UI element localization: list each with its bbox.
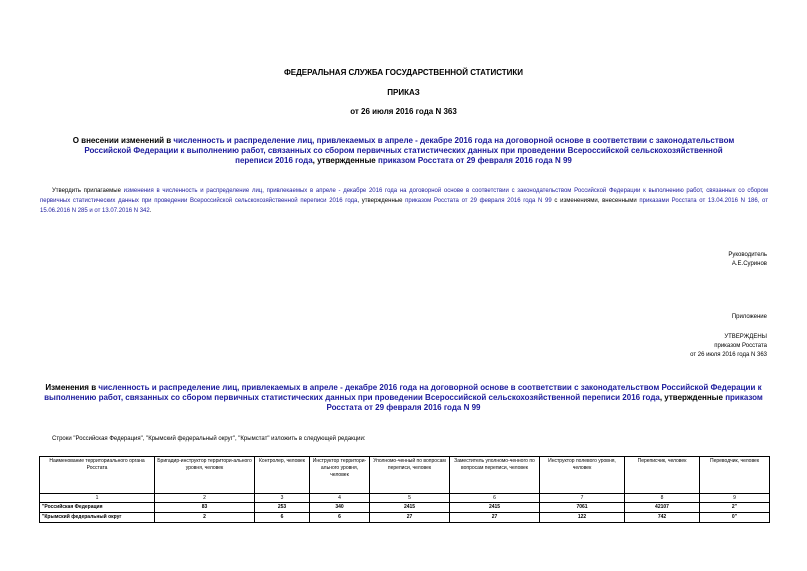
- table-cell: 2415: [370, 503, 450, 513]
- table-cell: 122: [540, 513, 625, 523]
- table-row: [40, 513, 770, 523]
- column-number: 9: [700, 494, 770, 503]
- p1-a: Утвердить прилагаемые: [52, 188, 124, 194]
- signature-name: А.Е.Суринов: [731, 261, 767, 267]
- column-number: 1: [40, 494, 155, 503]
- table-header-cell: Переписчик, человек: [625, 457, 700, 494]
- table-cell: "Крымский федеральный округ: [40, 513, 155, 523]
- table-cell: 2: [155, 513, 255, 523]
- table-header-cell: Заместитель уполномо-ченного по вопросам переписи, человек: [450, 457, 540, 494]
- table-cell: 2415: [450, 503, 540, 513]
- table-cell: 340: [310, 503, 370, 513]
- table-cell: 0": [700, 513, 770, 523]
- approval-block: [690, 333, 767, 360]
- table-cell: "Российская Федерация: [40, 503, 155, 513]
- table-header-cell: Наименование территориального органа Росстата: [40, 457, 155, 494]
- appendix-label: Приложение: [731, 314, 767, 320]
- table-header-cell: Переводчик, человек: [700, 457, 770, 494]
- order-title: [70, 136, 737, 166]
- order-date-number: от 26 июля 2016 года N 363: [350, 107, 457, 116]
- table-cell: 742: [625, 513, 700, 523]
- table-header-cell: Инструктор полевого уровня, человек: [540, 457, 625, 494]
- order-title-prefix: О внесении изменений в: [72, 136, 174, 145]
- order-title-link2[interactable]: приказом Росстата от 29 февраля 2016 года N 99: [377, 156, 572, 165]
- table-cell: 2": [700, 503, 770, 513]
- appendix-title-prefix: Изменения в: [45, 383, 99, 392]
- column-number: 4: [310, 494, 370, 503]
- doc-type: ПРИКАЗ: [387, 88, 420, 97]
- order-title-middle: , утвержденные: [312, 156, 378, 165]
- p1-link3[interactable]: приказами Росстата от 13.04.2016 N 186, от 15.06.2016 N 285 и от 13.07.2016 N 342: [40, 198, 769, 214]
- table-cell: 27: [450, 513, 540, 523]
- p1-b: , утвержденные: [357, 198, 406, 204]
- column-number: 6: [450, 494, 540, 503]
- table-header-cell: Контролер, человек: [255, 457, 310, 494]
- p1-link[interactable]: изменения в численность и распределение лиц, привлекаемых в апреле - декабре 2016 года на договорной основе в соответствии с законодательством Российской Федерации к выполнению работ, связанных со сбором первичных статистических данных при проведении Всероссийской сельскохозяйственной переписи 2016 года: [40, 188, 768, 204]
- column-number-row: [40, 494, 770, 503]
- table-row: [40, 503, 770, 513]
- approved-date: от 26 июля 2016 года N 363: [690, 352, 767, 358]
- table-cell: 6: [255, 513, 310, 523]
- column-number: 3: [255, 494, 310, 503]
- p1-link2[interactable]: приказом Росстата от 29 февраля 2016 года N 99: [405, 198, 552, 204]
- table-cell: 253: [255, 503, 310, 513]
- p1-d: .: [149, 208, 152, 214]
- column-number: 2: [155, 494, 255, 503]
- appendix-title: [40, 383, 767, 413]
- approved-by: приказом Росстата: [714, 343, 767, 349]
- table-header-cell: Уполномо-ченный по вопросам переписи, человек: [370, 457, 450, 494]
- table-cell: 6: [310, 513, 370, 523]
- p1-c: с изменениями, внесенными: [551, 198, 640, 204]
- column-number: 5: [370, 494, 450, 503]
- approved-label: УТВЕРЖДЕНЫ: [724, 334, 767, 340]
- table-header-row: [40, 457, 770, 494]
- appendix-title-middle: , утвержденные: [659, 393, 726, 402]
- signature-block: [728, 251, 767, 269]
- appendix-title-link2[interactable]: приказом Росстата от 29 февраля 2016 года N 99: [326, 393, 763, 412]
- table-header-cell: Инструктор территори-ального уровня, человек: [310, 457, 370, 494]
- signature-role: Руководитель: [728, 252, 767, 258]
- table-cell: 42107: [625, 503, 700, 513]
- table-cell: 7061: [540, 503, 625, 513]
- table-cell: 27: [370, 513, 450, 523]
- table-header-cell: Бригадир-инструктор территори-ального уровня, человек: [155, 457, 255, 494]
- table-cell: 83: [155, 503, 255, 513]
- changes-table: [39, 456, 770, 523]
- column-number: 7: [540, 494, 625, 503]
- appendix-title-link[interactable]: численность и распределение лиц, привлекаемых в апреле - декабре 2016 года на договорной основе в соответствии с законодательством Российской Федерации к выполнению работ, связанных со сбором первичных статистических данных при проведении Всероссийской сельскохозяйственной переписи 2016 года: [44, 383, 762, 402]
- column-number: 8: [625, 494, 700, 503]
- order-title-link[interactable]: численность и распределение лиц, привлекаемых в апреле - декабре 2016 года на договорной основе в соответствии с законодательством Российской Федерации к выполнению работ, связанных со сбором первичных статистических данных при проведении Всероссийской сельскохозяйственной переписи 2016 года: [84, 136, 735, 165]
- lead-text: Строки "Российская Федерация", "Крымский федеральный округ", "Крымстат" изложить в следующей редакции:: [52, 436, 366, 442]
- agency-name: ФЕДЕРАЛЬНАЯ СЛУЖБА ГОСУДАРСТВЕННОЙ СТАТИСТИКИ: [283, 68, 524, 77]
- body-paragraph: [40, 186, 768, 216]
